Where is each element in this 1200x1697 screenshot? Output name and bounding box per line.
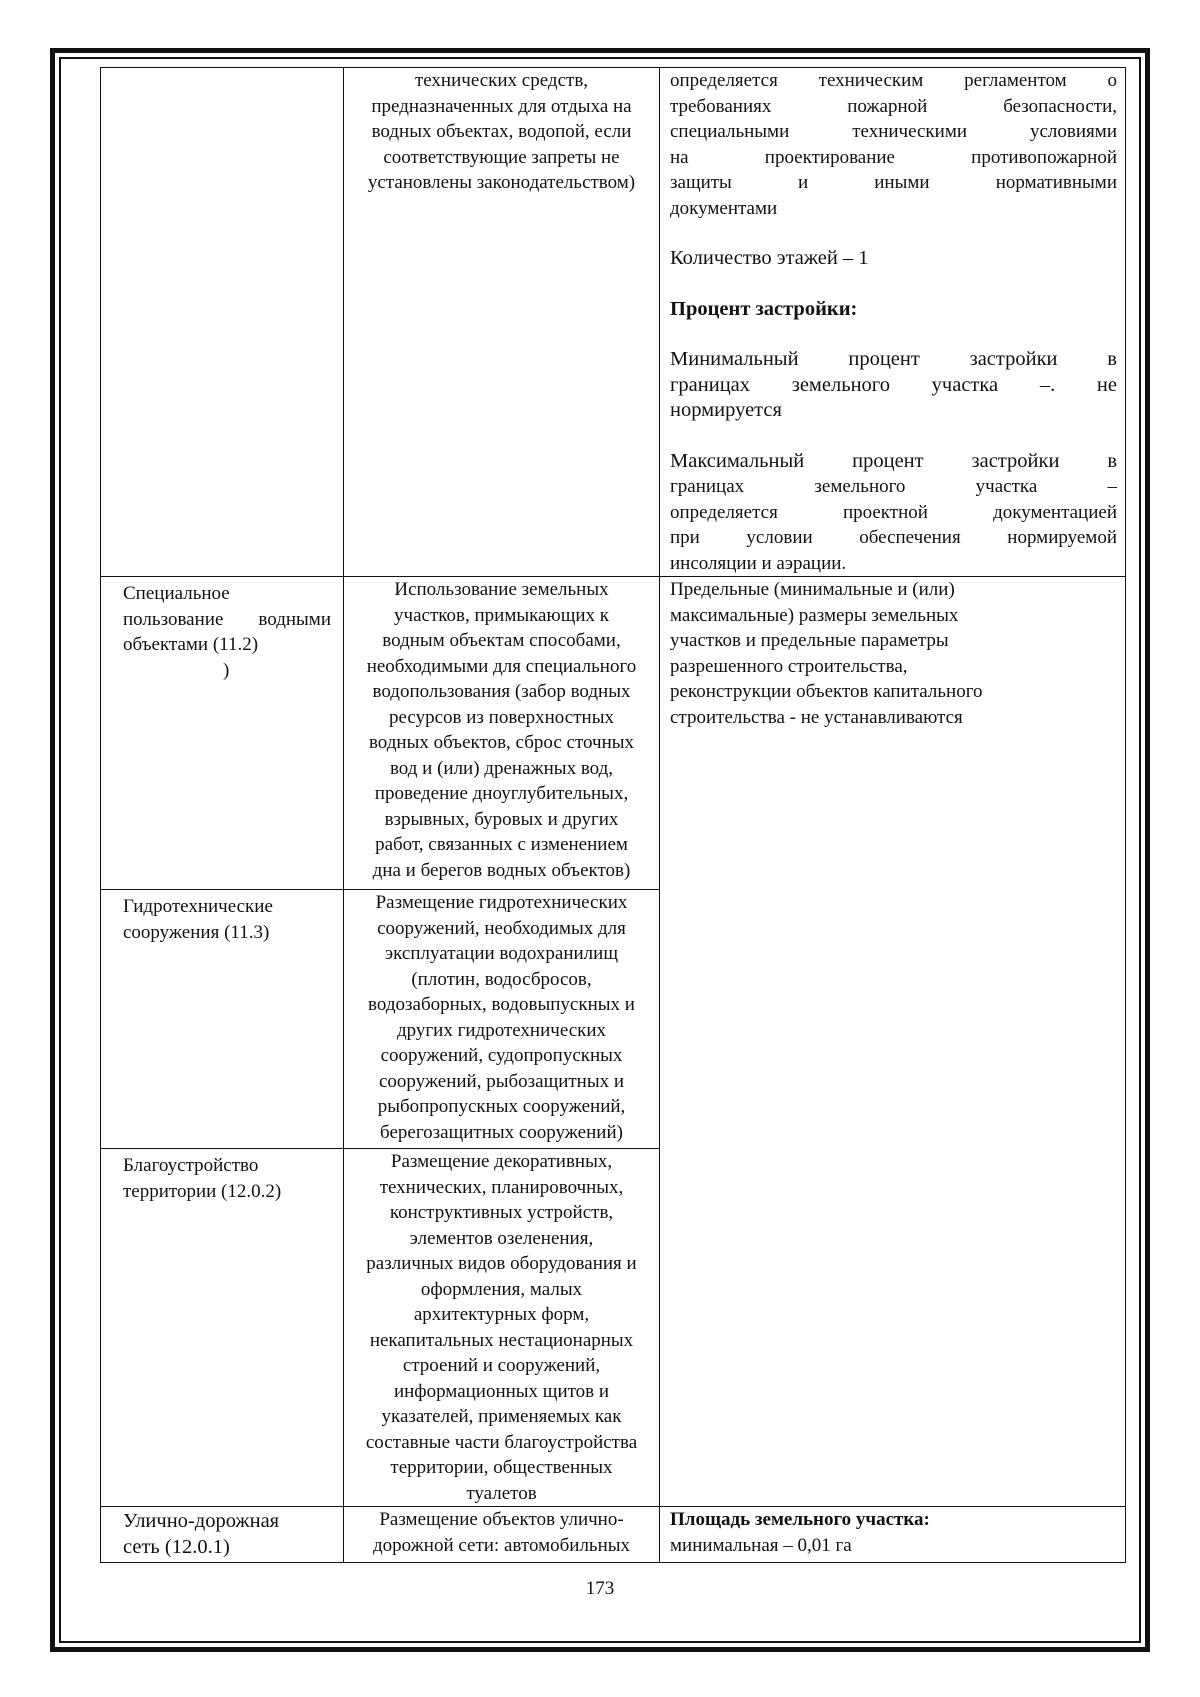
cell-text-line: специальными техническими условиями [670, 121, 1117, 142]
cell-text-line: конструктивных устройств, [389, 1202, 614, 1223]
cell-text-line: инсоляции и аэрации. [670, 552, 847, 574]
page-number: 173 [585, 1578, 615, 1599]
table-cell [344, 1149, 660, 1507]
cell-text-line: туалетов [466, 1482, 537, 1504]
cell-text-line: защиты и иными нормативными [670, 172, 1117, 193]
cell-text-line: территории (12.0.2) [123, 1180, 282, 1202]
cell-text-line: Благоустройство [123, 1155, 259, 1176]
cell-text-line: ) [223, 659, 230, 681]
table-row [101, 577, 1126, 890]
cell-text-line: Размещение гидротехнических [375, 892, 628, 913]
cell-text-line: требованиях пожарной безопасности, [670, 95, 1117, 117]
cell-text-line: водозаборных, водовыпускных и [368, 994, 635, 1015]
cell-text-line: водным объектам способами, [382, 630, 621, 651]
table-cell [101, 68, 344, 577]
cell-text-line: Размещение объектов улично- [379, 1509, 624, 1530]
cell-text-line: архитектурных форм, [413, 1304, 590, 1325]
table-cell [101, 1507, 344, 1563]
cell-text-line: составные части благоустройства [365, 1431, 638, 1453]
regulations-table [100, 67, 1126, 1563]
cell-text-line: границах земельного участка –. не [670, 373, 1117, 396]
cell-text-line: Улично-дорожная [123, 1510, 280, 1532]
cell-text-line: определяется проектной документацией [670, 501, 1117, 523]
cell-text-line: разрешенного строительства, [670, 655, 908, 677]
cell-text-line: Использование земельных [394, 579, 609, 600]
cell-text-line: границах земельного участка – [670, 476, 1117, 497]
cell-text-line: Минимальный процент застройки в [670, 348, 1117, 370]
table-cell [660, 1507, 1126, 1563]
cell-text-line: водных объектах, водопой, если [371, 121, 632, 142]
cell-text-line: сеть (12.0.1) [123, 1535, 230, 1558]
cell-text-line: реконструкции объектов капитального [670, 681, 983, 702]
cell-text-line: предназначенных для отдыха на [371, 95, 632, 117]
cell-text-line: максимальные) размеры земельных [670, 604, 959, 626]
table-cell [101, 1149, 344, 1507]
cell-text-line: дорожной сети: автомобильных [372, 1534, 631, 1556]
cell-text-line: (плотин, водосбросов, [411, 968, 592, 990]
cell-text-line: Предельные (минимальные и (или) [670, 579, 955, 600]
cell-text-line: пользование водными [123, 608, 331, 630]
table-cell [660, 68, 1126, 577]
cell-text-line: сооружений, необходимых для [377, 917, 626, 939]
build-percent-heading: Процент застройки: [670, 297, 858, 320]
table-cell [344, 890, 660, 1149]
cell-text-line: ресурсов из поверхностных [389, 706, 614, 728]
cell-text-line: информационных щитов и [393, 1380, 610, 1402]
table-cell [101, 890, 344, 1149]
cell-text-line: водопользования (забор водных [372, 681, 631, 702]
cell-text-line: участков, примыкающих к [394, 604, 609, 626]
cell-text-line: Гидротехнические [123, 896, 273, 917]
table-row [101, 68, 1126, 577]
cell-text-line: Максимальный процент застройки в [670, 449, 1117, 472]
cell-text-line: определяется техническим регламентом о [670, 70, 1117, 91]
cell-text-line: документами [670, 197, 778, 219]
cell-text-line: дна и берегов водных объектов) [372, 859, 631, 881]
area-heading: Площадь земельного участка: [670, 1509, 930, 1530]
cell-text-line: Размещение декоративных, [390, 1151, 613, 1172]
cell-text-line: при условии обеспечения нормируемой [670, 527, 1117, 548]
cell-text-line: соответствующие запреты не [383, 146, 620, 168]
cell-text-line: строительства - не устанавливаются [670, 706, 963, 728]
cell-text-line: берегозащитных сооружений) [380, 1121, 623, 1143]
cell-text-line: установлены законодательством) [367, 172, 636, 193]
table-cell [344, 577, 660, 890]
cell-text-line: проведение дноуглубительных, [374, 783, 629, 804]
cell-text-line: территории, общественных [390, 1457, 613, 1478]
cell-text-line: элементов озеленения, [409, 1227, 594, 1249]
cell-text-line: минимальная – 0,01 га [670, 1534, 852, 1556]
cell-text-line: Специальное [123, 583, 230, 604]
cell-text-line: эксплуатации водохранилищ [385, 943, 618, 964]
cell-text-line: необходимыми для специального [366, 655, 637, 677]
cell-text-line: указателей, применяемых как [381, 1406, 622, 1427]
floors-count: Количество этажей – 1 [670, 247, 869, 269]
table-cell [344, 1507, 660, 1563]
cell-text-line: объектами (11.2) [123, 634, 259, 655]
cell-text-line: взрывных, буровых и других [384, 808, 619, 830]
cell-text-line: различных видов оборудования и [366, 1253, 637, 1274]
cell-text-line: технических средств, [414, 70, 589, 91]
table-cell [101, 577, 344, 890]
cell-text-line: на проектирование противопожарной [670, 146, 1117, 168]
table-row [101, 1507, 1126, 1563]
cell-text-line: сооружений, судопропускных [380, 1045, 623, 1066]
table-cell [344, 68, 660, 577]
cell-text-line: строений и сооружений, [402, 1355, 601, 1376]
cell-text-line: вод и (или) дренажных вод, [389, 757, 614, 779]
cell-text-line: оформления, малых [420, 1278, 583, 1300]
cell-text-line: нормируется [670, 399, 782, 421]
table-cell [660, 577, 1126, 1507]
cell-text-line: сооружений, рыбозащитных и [378, 1070, 625, 1092]
cell-text-line: водных объектов, сброс сточных [368, 732, 635, 753]
cell-text-line: сооружения (11.3) [123, 921, 270, 943]
cell-text-line: технических, планировочных, [379, 1176, 624, 1198]
cell-text-line: других гидротехнических [396, 1019, 607, 1041]
cell-text-line: некапитальных нестационарных [369, 1329, 634, 1351]
cell-text-line: участков и предельные параметры [670, 630, 949, 651]
cell-text-line: рыбопропускных сооружений, [377, 1096, 626, 1117]
cell-text-line: работ, связанных с изменением [375, 834, 628, 855]
